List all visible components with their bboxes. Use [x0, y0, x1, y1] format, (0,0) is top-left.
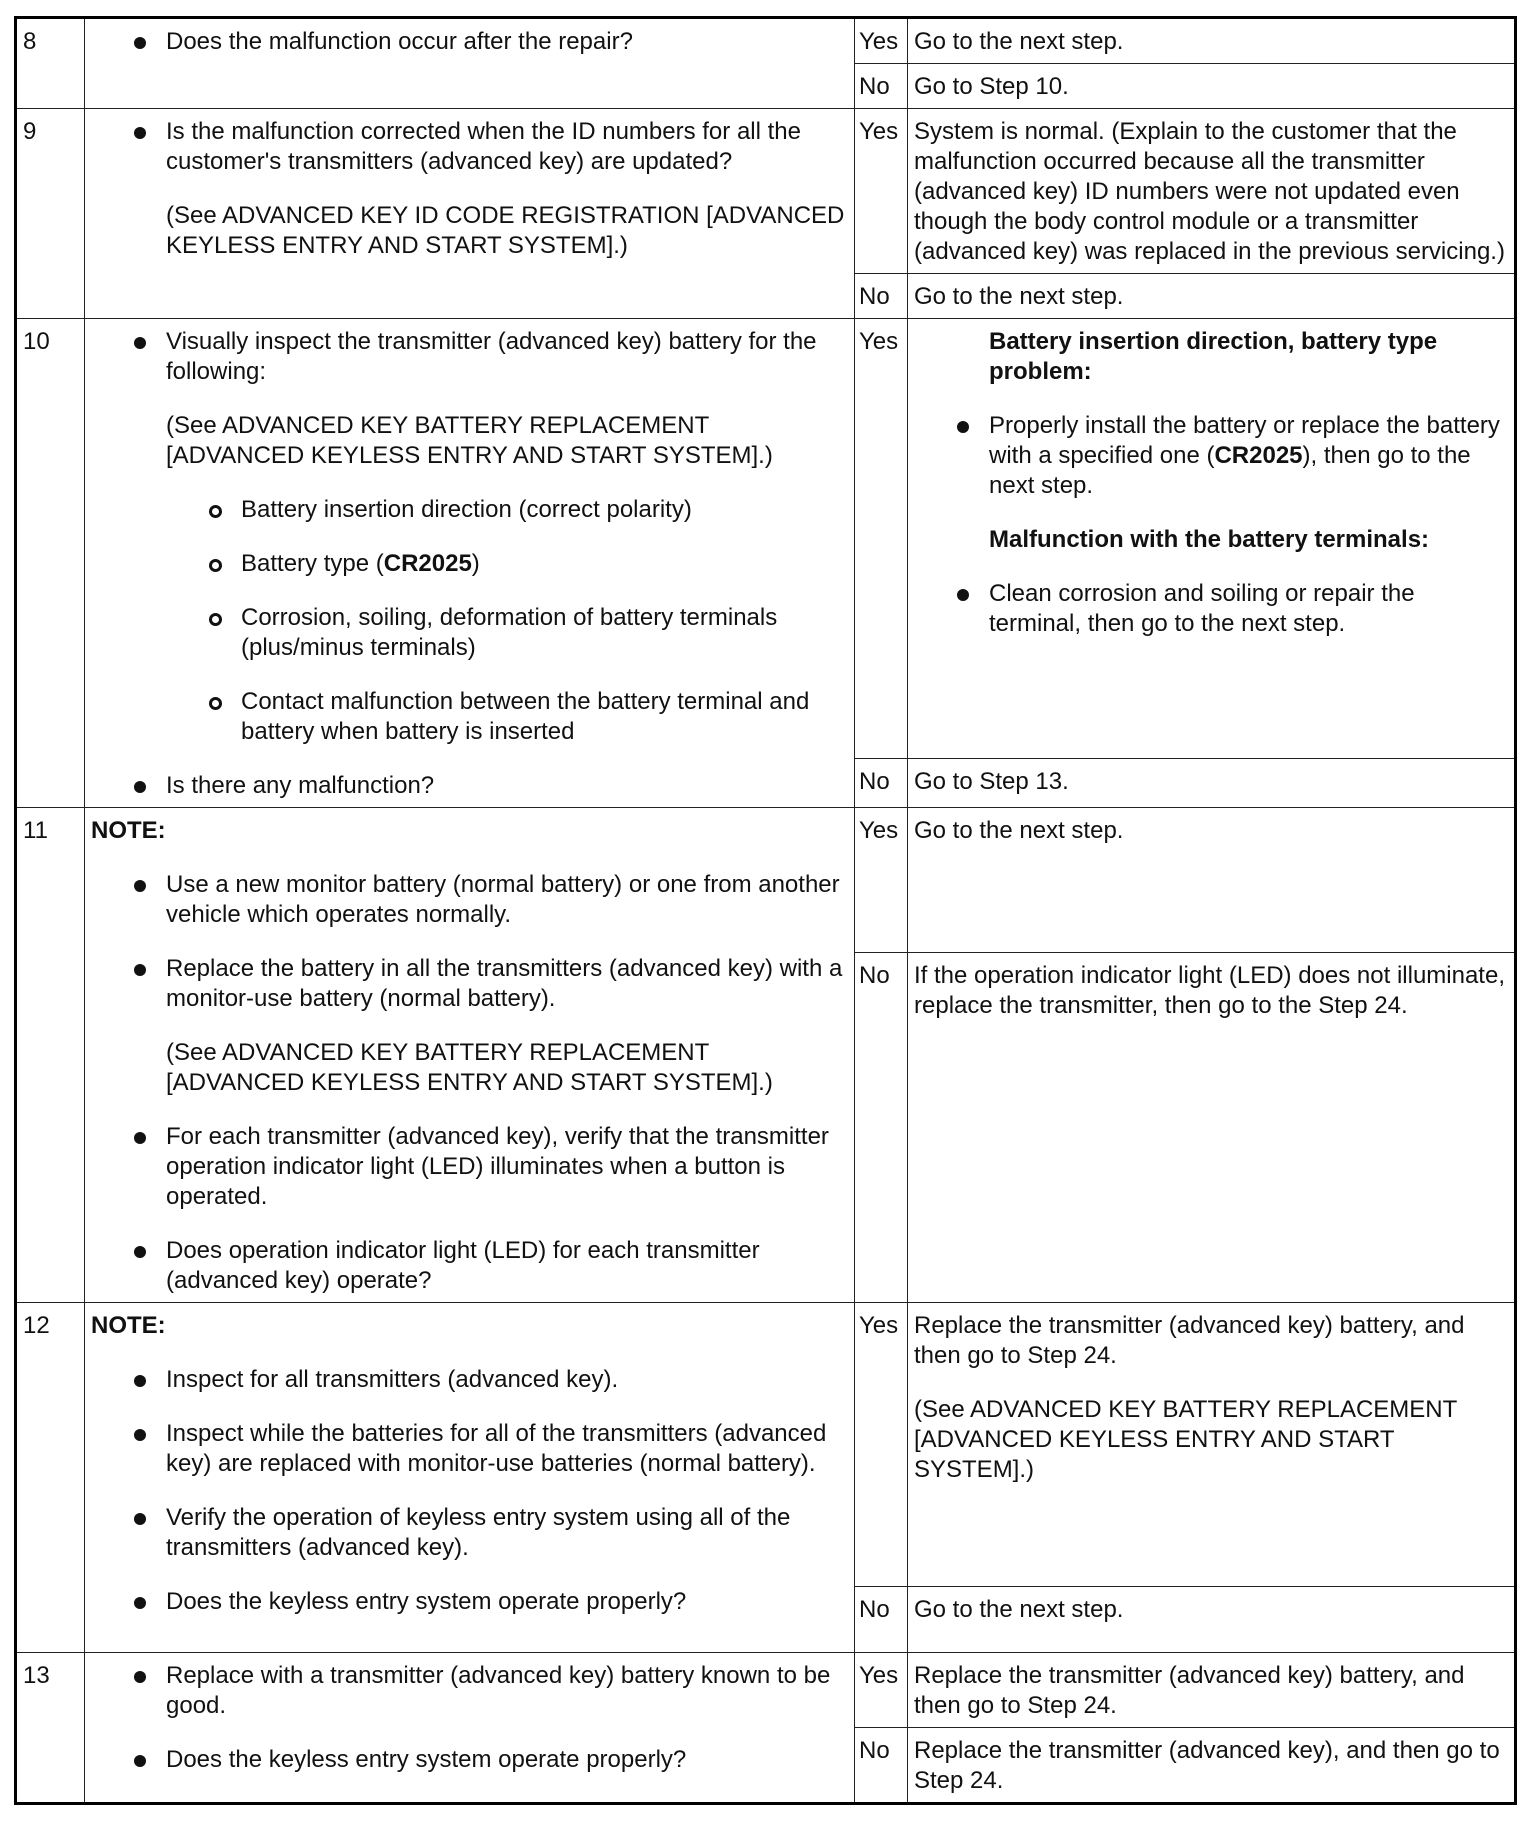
action-no: Replace the transmitter (advanced key), and then go to Step 24. — [908, 1728, 1516, 1804]
bullet-text: Does the keyless entry system operate properly? — [166, 1588, 687, 1615]
bullet-icon — [134, 880, 146, 892]
step-11-yes-row — [16, 808, 1516, 953]
bullet-item — [91, 870, 848, 930]
step-12-yes-row — [16, 1303, 1516, 1587]
bullet-item — [91, 1365, 848, 1395]
step-13-yes-row — [16, 1653, 1516, 1728]
sub-bullet-item — [91, 687, 848, 747]
bullet-item — [91, 1122, 848, 1212]
action-text: Replace the transmitter (advanced key) battery, and then go to Step 24. — [914, 1312, 1465, 1369]
bullet-text: Does operation indicator light (LED) for each transmitter (advanced key) operate? — [166, 1237, 760, 1294]
action-no: Go to the next step. — [908, 1587, 1516, 1653]
sub-bullet-text: Contact malfunction between the battery terminal and battery when battery is inserted — [241, 688, 810, 745]
bullet-text: ), then go to the next step. — [989, 442, 1471, 499]
answer-yes: Yes — [855, 319, 908, 759]
sub-bullet-text: ) — [471, 550, 480, 577]
action-no: Go to Step 10. — [908, 64, 1516, 109]
sub-bullet-item — [91, 603, 848, 663]
sub-bullet-item — [91, 495, 848, 525]
bullet-text: Replace with a transmitter (advanced key) battery known to be good. — [166, 1662, 831, 1719]
answer-yes: Yes — [855, 808, 908, 953]
bullet-item — [914, 411, 1508, 501]
bullet-text: Inspect while the batteries for all of the transmitters (advanced key) are replaced with monitor-use batteries (normal battery). — [166, 1420, 827, 1477]
bullet-icon — [134, 1246, 146, 1258]
reference-text: (See ADVANCED KEY BATTERY REPLACEMENT [ADVANCED KEYLESS ENTRY AND START SYSTEM].) — [914, 1396, 1457, 1483]
circle-bullet-icon — [209, 697, 222, 710]
action-yes: System is normal. (Explain to the customer that the malfunction occurred because all the transmitter (advanced key) ID numbers were not updated even though the body control module or a transmitter (advanced key) was replaced in the previous servicing.) — [908, 109, 1516, 274]
reference-text: (See ADVANCED KEY ID CODE REGISTRATION [ADVANCED KEYLESS ENTRY AND START SYSTEM].) — [166, 202, 845, 259]
bullet-icon — [957, 589, 969, 601]
bullet-item — [91, 1419, 848, 1479]
step-8-yes-row — [16, 18, 1516, 64]
answer-no: No — [855, 759, 908, 808]
reference-text: (See ADVANCED KEY BATTERY REPLACEMENT [ADVANCED KEYLESS ENTRY AND START SYSTEM].) — [166, 412, 773, 469]
action-yes: Go to the next step. — [908, 808, 1516, 953]
bullet-icon — [134, 1755, 146, 1767]
step-inspection — [85, 18, 855, 109]
bullet-icon — [134, 127, 146, 139]
answer-yes: Yes — [855, 1653, 908, 1728]
bullet-icon — [957, 421, 969, 433]
action-yes — [908, 1303, 1516, 1587]
action-yes: Go to the next step. — [908, 18, 1516, 64]
sub-bullet-text: Battery insertion direction (correct polarity) — [241, 496, 692, 523]
answer-no: No — [855, 274, 908, 319]
bullet-icon — [134, 337, 146, 349]
bullet-icon — [134, 1513, 146, 1525]
bullet-text: Does the malfunction occur after the repair? — [166, 28, 633, 55]
bullet-text: Is there any malfunction? — [166, 772, 435, 799]
bullet-text: Use a new monitor battery (normal battery) or one from another vehicle which operates normally. — [166, 871, 840, 928]
step-number: 9 — [16, 109, 85, 319]
step-inspection — [85, 319, 855, 808]
action-no: If the operation indicator light (LED) does not illuminate, replace the transmitter, then go to the Step 24. — [908, 953, 1516, 1303]
circle-bullet-icon — [209, 505, 222, 518]
answer-yes: Yes — [855, 1303, 908, 1587]
battery-type-value: CR2025 — [383, 550, 472, 577]
bullet-item — [91, 327, 848, 387]
action-no: Go to Step 13. — [908, 759, 1516, 808]
bullet-item — [91, 117, 848, 177]
troubleshooting-table-page — [14, 16, 1514, 1805]
bullet-item — [91, 1236, 848, 1296]
problem-heading: Malfunction with the battery terminals: — [989, 526, 1430, 553]
step-10-yes-row — [16, 319, 1516, 759]
bullet-icon — [134, 1429, 146, 1441]
answer-no: No — [855, 1587, 908, 1653]
bullet-text: Clean corrosion and soiling or repair the terminal, then go to the next step. — [989, 580, 1415, 637]
bullet-icon — [134, 1375, 146, 1387]
bullet-icon — [134, 1597, 146, 1609]
sub-bullet-text: Corrosion, soiling, deformation of battery terminals (plus/minus terminals) — [241, 604, 778, 661]
answer-yes: Yes — [855, 109, 908, 274]
bullet-text: Replace the battery in all the transmitters (advanced key) with a monitor-use battery (normal battery). — [166, 955, 843, 1012]
circle-bullet-icon — [209, 559, 222, 572]
answer-no: No — [855, 64, 908, 109]
step-9-yes-row — [16, 109, 1516, 274]
bullet-item — [91, 1661, 848, 1721]
step-inspection — [85, 109, 855, 319]
action-no: Go to the next step. — [908, 274, 1516, 319]
reference-text: (See ADVANCED KEY BATTERY REPLACEMENT [ADVANCED KEYLESS ENTRY AND START SYSTEM].) — [166, 1039, 773, 1096]
bullet-icon — [134, 1132, 146, 1144]
battery-type-value: CR2025 — [1214, 442, 1303, 469]
answer-no: No — [855, 953, 908, 1303]
step-number: 12 — [16, 1303, 85, 1653]
bullet-item — [914, 579, 1508, 639]
step-inspection — [85, 808, 855, 1303]
bullet-text: Is the malfunction corrected when the ID numbers for all the customer's transmitters (advanced key) are updated? — [166, 118, 801, 175]
step-number: 8 — [16, 18, 85, 109]
answer-yes: Yes — [855, 18, 908, 64]
bullet-text: Inspect for all transmitters (advanced key). — [166, 1366, 619, 1393]
circle-bullet-icon — [209, 613, 222, 626]
bullet-item — [91, 771, 848, 801]
step-number: 11 — [16, 808, 85, 1303]
bullet-text: For each transmitter (advanced key), verify that the transmitter operation indicator light (LED) illuminates when a button is operated. — [166, 1123, 829, 1210]
troubleshooting-table — [14, 16, 1517, 1805]
step-inspection — [85, 1303, 855, 1653]
step-number: 10 — [16, 319, 85, 808]
bullet-item — [91, 27, 848, 57]
bullet-icon — [134, 37, 146, 49]
bullet-item — [91, 954, 848, 1014]
sub-bullet-text: Battery type ( — [241, 550, 384, 577]
problem-heading: Battery insertion direction, battery type problem: — [989, 328, 1438, 385]
bullet-text: Properly install the battery or replace the battery with a specified one ( — [989, 412, 1500, 469]
bullet-item — [91, 1503, 848, 1563]
note-label: NOTE: — [91, 1312, 166, 1339]
bullet-text: Does the keyless entry system operate properly? — [166, 1746, 687, 1773]
bullet-icon — [134, 781, 146, 793]
bullet-item — [91, 1745, 848, 1775]
bullet-icon — [134, 1671, 146, 1683]
sub-bullet-item — [91, 549, 848, 579]
step-inspection — [85, 1653, 855, 1804]
answer-no: No — [855, 1728, 908, 1804]
bullet-icon — [134, 964, 146, 976]
action-yes — [908, 319, 1516, 759]
note-label: NOTE: — [91, 817, 166, 844]
bullet-text: Verify the operation of keyless entry system using all of the transmitters (advanced key). — [166, 1504, 791, 1561]
bullet-text: Visually inspect the transmitter (advanced key) battery for the following: — [166, 328, 817, 385]
step-number: 13 — [16, 1653, 85, 1804]
action-yes: Replace the transmitter (advanced key) battery, and then go to Step 24. — [908, 1653, 1516, 1728]
bullet-item — [91, 1587, 848, 1617]
